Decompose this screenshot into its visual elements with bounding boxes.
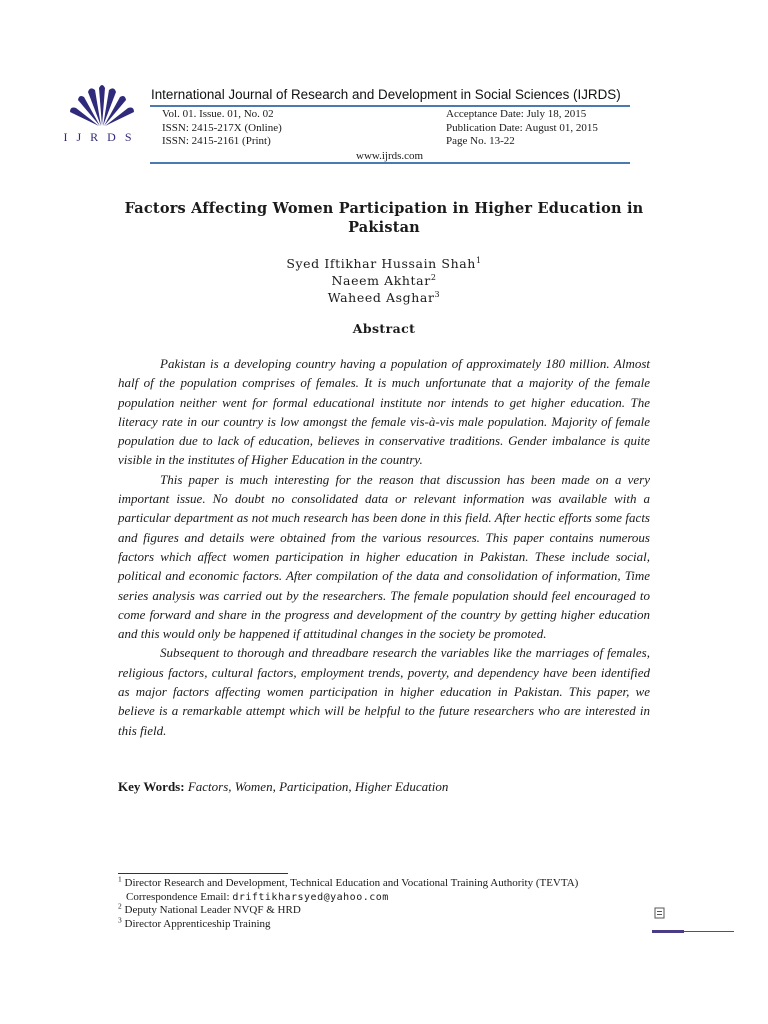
footnote-separator [118,873,288,874]
footnote-1: $^1$ Director Research and Development, Technical Education and Vocational Training Authority (TEVTA) [118,874,579,889]
publication-date: Publication Date: August 01, 2015 [446,121,598,134]
abstract-paragraph: This paper is much interesting for the reason that discussion has been made on a very important issue. No doubt no consolidated data or relevant information was available with a particular department as not much research has been done in this field. After hectic efforts some facts and figures and details were obtained from the various resources. This paper contains numerous factors which affect women participation in higher education in Pakistan. These include social, political and economic factors. After compilation of the data and consolidation of information, Time series analysis was carried out by the researchers. The female population should feel encouraged to come forward and share in the progress and development of the country by getting higher education and this would only be happened if attitudinal changes in the society be promoted. [118,471,650,642]
keywords [118,777,650,796]
footnotes [118,874,579,931]
page-progress-bar [652,930,684,933]
issn-print: ISSN: 2415-2161 (Print) [162,135,271,147]
author-footnote-mark: 1 [475,255,482,265]
author-footnote-mark: 2 [430,272,437,282]
author-list [110,255,658,306]
page-progress-track [684,931,734,932]
date-meta [446,108,598,149]
journal-website[interactable]: www.ijrds.com [356,150,424,162]
acceptance-date: Acceptance Date: July 18, 2015 [446,108,587,120]
page-range: Page No. 13-22 [446,135,515,147]
author: Waheed Asghar$^3$ [327,289,441,305]
keywords-values: Factors, Women, Participation, Higher Education [187,779,449,794]
paper-title: Factors Affecting Women Participation in Higher Education in Pakistan [124,200,644,236]
author: Naeem Akhtar$^2$ [331,272,437,288]
keywords-label: Key Words: [118,779,185,794]
header-rule-top [150,105,630,107]
header-rule-bottom [150,162,630,164]
footnote-2: $^2$ Deputy National Leader NVQF & HRD [118,901,301,916]
abstract-heading: Abstract [352,321,416,336]
fan-leaves-icon [66,80,138,130]
author-footnote-mark: 3 [434,289,441,299]
page-widget-icon[interactable] [653,906,667,920]
logo-text: IJRDS [63,130,141,144]
author: Syed Iftikhar Hussain Shah$^1$ [286,255,482,271]
journal-title: International Journal of Research and Development in Social Sciences (IJRDS) [151,87,621,102]
footnote-3: $^3$ Director Apprenticeship Training [118,914,271,930]
abstract-body [118,354,650,740]
journal-logo [62,80,142,148]
email-link[interactable]: driftikharsyed@yahoo.com [232,891,389,903]
abstract-paragraph: Pakistan is a developing country having a population of approximately 180 million. Almost half of the population comprises of females. It is much unfortunate that a majority of the female population neither went for formal educational institute nor intends to get higher education. The literacy rate in our country is low amongst the female vis-à-vis male population. Majority of female population due to lack of education, believes in conservative traditions. Gender imbalance is quite visible in the institutes of Higher Education in the country. [118,356,650,468]
abstract-paragraph: Subsequent to thorough and threadbare research the variables like the marriages of females, religious factors, cultural factors, employment trends, poverty, and dependency have been identified as major factors affecting women participation in higher education in Pakistan. This paper, we believe is a remarkable attempt which will be helpful to the future researchers who are interested in this field. [118,645,650,738]
issue-volume: Vol. 01. Issue. 01, No. 02 [162,108,274,120]
correspondence-email: Correspondence Email: driftikharsyed@yahoo.com [126,890,389,903]
issue-meta [162,108,282,149]
issn-online: ISSN: 2415-217X (Online) [162,121,282,134]
